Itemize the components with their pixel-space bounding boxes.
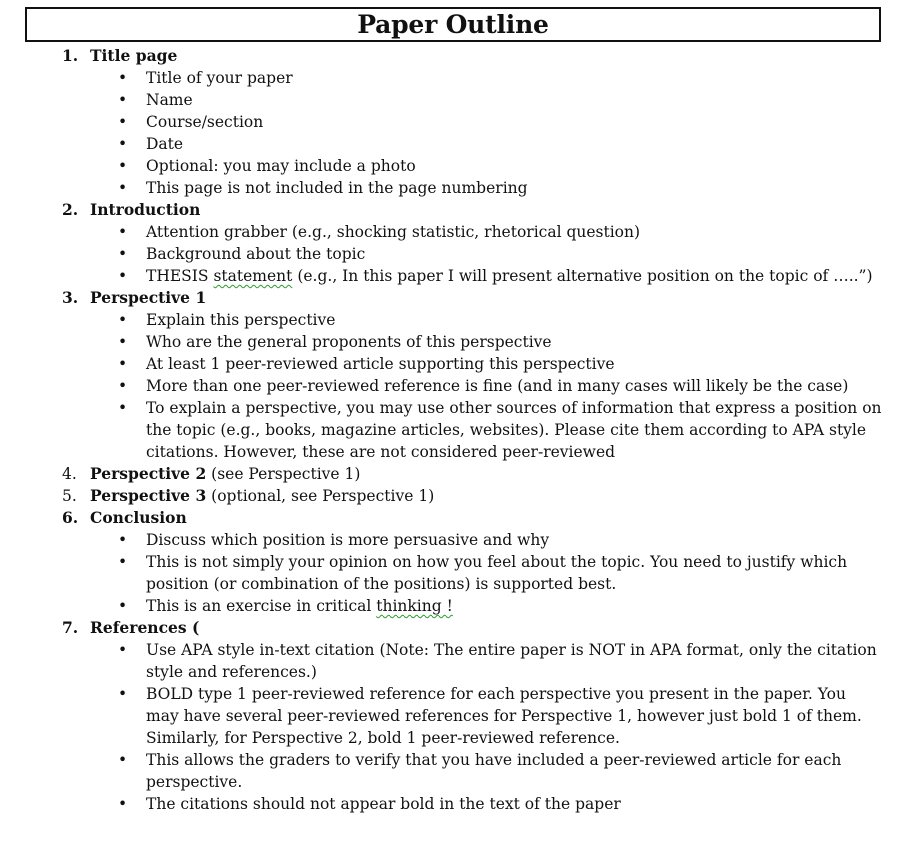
list-item: [0, 155, 920, 177]
list-item-text: Background about the topic: [146, 245, 366, 263]
bullet-icon: •: [118, 751, 128, 769]
list-item-text: At least 1 peer-reviewed article supporting this perspective: [146, 355, 615, 373]
bullet-icon: •: [118, 355, 128, 373]
list-item: [0, 265, 920, 287]
section-3: [0, 287, 920, 309]
list-item: [0, 177, 920, 199]
bullet-icon: •: [118, 267, 128, 285]
list-item-text: To explain a perspective, you may use other sources of information that express a position on the topic (e.g., books, magazine articles, websites). Please cite them according to APA style citations. However, these are not considered peer-reviewed: [146, 399, 882, 461]
bullet-list: [0, 309, 920, 463]
list-item: [0, 551, 920, 595]
bullet-icon: •: [118, 553, 128, 571]
list-item: [0, 89, 920, 111]
bullet-list: [0, 529, 920, 617]
list-item-text: This is not simply your opinion on how you feel about the topic. You need to justify which position (or combination of the positions) is supported best.: [146, 553, 848, 593]
list-item-text: Optional: you may include a photo: [146, 157, 416, 175]
list-item: [0, 639, 920, 683]
bullet-icon: •: [118, 641, 128, 659]
list-item-text: Course/section: [146, 113, 264, 131]
spellcheck-underline: thinking !: [376, 597, 453, 615]
section-number: 3.: [62, 288, 79, 307]
section-number: 1.: [62, 46, 79, 65]
bullet-icon: •: [118, 399, 128, 417]
section-number: 7.: [62, 618, 79, 637]
list-item: [0, 221, 920, 243]
section-5: [0, 485, 920, 507]
list-item-text: The citations should not appear bold in the text of the paper: [146, 795, 621, 813]
bullet-icon: •: [118, 91, 128, 109]
section-title: Introduction: [90, 200, 201, 219]
section-title: Perspective 2: [90, 464, 207, 483]
list-item: [0, 529, 920, 551]
list-item: [0, 111, 920, 133]
bullet-icon: •: [118, 597, 128, 615]
bullet-icon: •: [118, 223, 128, 241]
section-number: 5.: [62, 487, 77, 505]
list-item: [0, 749, 920, 793]
list-item-text: More than one peer-reviewed reference is fine (and in many cases will likely be the case): [146, 377, 849, 395]
section-4: [0, 463, 920, 485]
list-item-text: Title of your paper: [146, 69, 293, 87]
list-item-text: Use APA style in-text citation (Note: The entire paper is NOT in APA format, only the citation style and references.): [146, 641, 877, 681]
list-item-text: This page is not included in the page numbering: [146, 179, 528, 197]
list-item: [0, 353, 920, 375]
section-number: 2.: [62, 200, 79, 219]
list-item: [0, 243, 920, 265]
bullet-icon: •: [118, 795, 128, 813]
list-item-text: Name: [146, 91, 193, 109]
section-note: (see Perspective 1): [206, 465, 361, 483]
bullet-icon: •: [118, 531, 128, 549]
list-item-text: BOLD type 1 peer-reviewed reference for each perspective you present in the paper. You may have several peer-reviewed references for Perspective 1, however just bold 1 of them. Similarly, for Perspective 2, bold 1 peer-reviewed reference.: [146, 685, 862, 747]
spellcheck-underline: statement: [213, 267, 293, 285]
bullet-icon: •: [118, 179, 128, 197]
section-note: (optional, see Perspective 1): [206, 487, 435, 505]
bullet-icon: •: [118, 311, 128, 329]
list-item-text: Attention grabber (e.g., shocking statistic, rhetorical question): [146, 223, 641, 241]
section-number: 4.: [62, 465, 77, 483]
section-title: Perspective 1: [90, 288, 207, 307]
list-item-text: This allows the graders to verify that you have included a peer-reviewed article for each perspective.: [146, 751, 842, 791]
list-item-text: Who are the general proponents of this perspective: [146, 333, 552, 351]
section-1: [0, 45, 920, 67]
section-2: [0, 199, 920, 221]
bullet-icon: •: [118, 245, 128, 263]
list-item: [0, 133, 920, 155]
list-item: [0, 793, 920, 815]
page-title: Paper Outline: [357, 10, 549, 39]
bullet-icon: •: [118, 113, 128, 131]
list-item-text: Date: [146, 135, 184, 153]
outline-list: [0, 45, 920, 815]
bullet-icon: •: [118, 377, 128, 395]
section-title: References (: [90, 618, 200, 637]
bullet-icon: •: [118, 685, 128, 703]
list-item: [0, 309, 920, 331]
title-box: [25, 7, 881, 42]
bullet-icon: •: [118, 333, 128, 351]
section-title: Title page: [90, 46, 178, 65]
section-6: [0, 507, 920, 529]
list-item-text: This is an exercise in critical thinking !: [146, 597, 453, 615]
bullet-icon: •: [118, 135, 128, 153]
list-item: [0, 595, 920, 617]
list-item: [0, 67, 920, 89]
bullet-list: [0, 639, 920, 815]
bullet-list: [0, 221, 920, 287]
section-7: [0, 617, 920, 639]
list-item-text: THESIS statement (e.g., In this paper I will present alternative position on the topic of …..”): [146, 267, 873, 285]
section-number: 6.: [62, 508, 79, 527]
section-title: Conclusion: [90, 508, 187, 527]
bullet-list: [0, 67, 920, 199]
list-item: [0, 331, 920, 353]
list-item: [0, 683, 920, 749]
section-title: Perspective 3: [90, 486, 207, 505]
list-item: [0, 375, 920, 397]
list-item-text: Explain this perspective: [146, 311, 336, 329]
list-item: [0, 397, 920, 463]
bullet-icon: •: [118, 157, 128, 175]
list-item-text: Discuss which position is more persuasive and why: [146, 531, 550, 549]
bullet-icon: •: [118, 69, 128, 87]
